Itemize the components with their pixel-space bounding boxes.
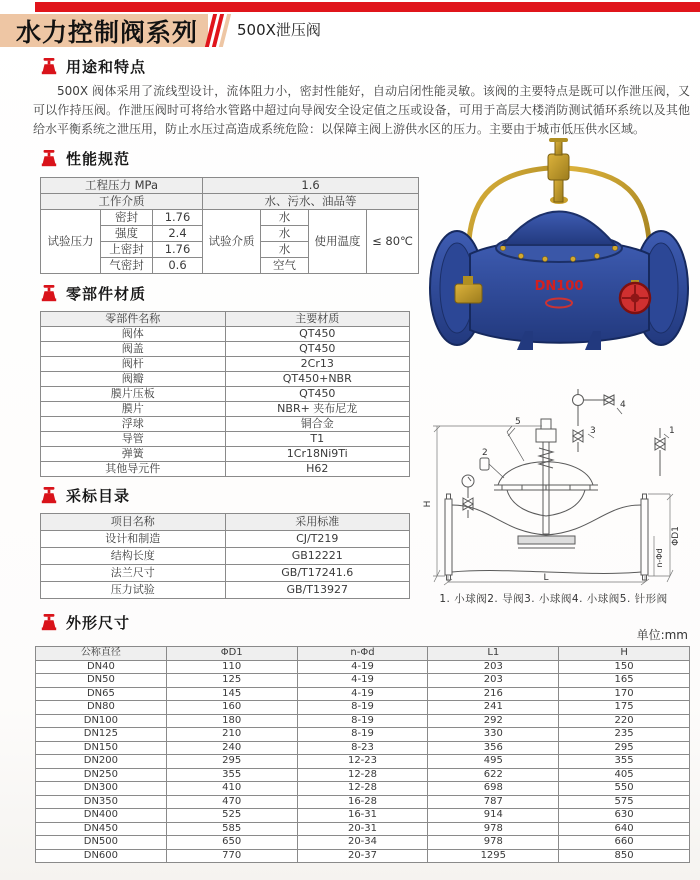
cell: 235: [559, 728, 690, 742]
cell: 1295: [428, 849, 559, 863]
cell: 216: [428, 687, 559, 701]
cell: 膜片: [41, 402, 226, 417]
gauge-symbol: [462, 475, 474, 487]
table-row: [41, 417, 410, 432]
cell: 试验压力: [41, 210, 101, 274]
valve-symbol-4: [604, 395, 614, 405]
cell: 导管: [41, 432, 226, 447]
table-row: [36, 809, 690, 823]
cell: 其他导元件: [41, 462, 226, 477]
header-row: [41, 514, 410, 531]
unit-label: 单位:mm: [636, 628, 688, 642]
valve-drawing: [412, 386, 695, 588]
cell: 水: [261, 242, 309, 258]
table-row: [41, 372, 410, 387]
cell: 2.4: [153, 226, 203, 242]
valve-bullet-icon: [40, 150, 58, 168]
cell: QT450: [225, 342, 410, 357]
callout-1: 1: [669, 426, 675, 436]
dim-H: H: [423, 500, 433, 508]
table-row: [36, 755, 690, 769]
cell: GB/T13927: [225, 582, 410, 599]
column-header: n-Φd: [297, 647, 428, 661]
dim-nd: n-Φd: [655, 548, 664, 568]
drawing-seat: [518, 536, 575, 544]
table-row: [41, 387, 410, 402]
cell: 4-19: [297, 687, 428, 701]
table-row: [36, 782, 690, 796]
cell: 浮球: [41, 417, 226, 432]
column-header: L1: [428, 647, 559, 661]
table-row: [41, 432, 410, 447]
table-row: [41, 178, 419, 194]
cell: 弹簧: [41, 447, 226, 462]
callout-4: 4: [620, 400, 626, 410]
cell: 470: [166, 795, 297, 809]
valve-symbol-1: [655, 438, 665, 450]
cell: 上密封: [101, 242, 153, 258]
diagonal-stripes: [207, 14, 237, 47]
drawing-dome: [498, 462, 593, 485]
valve-bullet-icon: [40, 614, 58, 632]
cell: 220: [559, 714, 690, 728]
cell: 12-28: [297, 782, 428, 796]
diaphragm-dome: [503, 212, 615, 246]
cell: 8-23: [297, 741, 428, 755]
cell: 550: [559, 782, 690, 796]
valve-drawing-illustration: [412, 386, 695, 588]
cell: 铜合金: [225, 417, 410, 432]
cell: 575: [559, 795, 690, 809]
cell: 110: [166, 660, 297, 674]
dim-D1: ΦD1: [671, 526, 681, 546]
table-row: [36, 822, 690, 836]
cell: 145: [166, 687, 297, 701]
materials-table: [40, 311, 410, 477]
drawing-inlet-flange: [445, 499, 452, 575]
cell: QT450: [225, 327, 410, 342]
cell: 水、污水、油品等: [203, 194, 419, 210]
cell: 241: [428, 701, 559, 715]
cell: 设计和制造: [41, 531, 226, 548]
cell: 330: [428, 728, 559, 742]
cell: DN65: [36, 687, 167, 701]
drawing-caption: 1. 小球阀2. 导阀3. 小球阀4. 小球阀5. 针形阀: [439, 593, 668, 605]
header-red-bar: [35, 2, 700, 12]
cell: NBR+ 夹布尼龙: [225, 402, 410, 417]
title-band: [0, 14, 208, 47]
cell: 水: [261, 210, 309, 226]
cell: QT450: [225, 387, 410, 402]
cell: 8-19: [297, 728, 428, 742]
section-heading-materials: [40, 283, 146, 304]
cell: 630: [559, 809, 690, 823]
cell: T1: [225, 432, 410, 447]
cell: DN40: [36, 660, 167, 674]
cell: 203: [428, 660, 559, 674]
cell: DN50: [36, 674, 167, 688]
cell: 膜片压板: [41, 387, 226, 402]
valve-bullet-icon: [40, 285, 58, 303]
cell: 585: [166, 822, 297, 836]
cell: 1Cr18Ni9Ti: [225, 447, 410, 462]
cell: 180: [166, 714, 297, 728]
cell: 914: [428, 809, 559, 823]
cell: 试验介质: [203, 210, 261, 274]
cell: 355: [559, 755, 690, 769]
column-header: H: [559, 647, 690, 661]
cell: 210: [166, 728, 297, 742]
cell: 410: [166, 782, 297, 796]
section-heading-standards: [40, 485, 130, 506]
cell: 125: [166, 674, 297, 688]
cell: 4-19: [297, 674, 428, 688]
cell: 工程压力 MPa: [41, 178, 203, 194]
cell: GB/T17241.6: [225, 565, 410, 582]
cell: QT450+NBR: [225, 372, 410, 387]
table-row: [36, 728, 690, 742]
cell: DN250: [36, 768, 167, 782]
cell: 气密封: [101, 258, 153, 274]
page-title: 水力控制阀系列: [16, 17, 199, 47]
dimensions-table: [35, 646, 690, 863]
cell: 165: [559, 674, 690, 688]
table-row: [36, 836, 690, 850]
cell: 16-31: [297, 809, 428, 823]
table-row: [41, 402, 410, 417]
page-subtitle: 500X泄压阀: [237, 21, 321, 39]
table-row: [36, 768, 690, 782]
cell: 16-28: [297, 795, 428, 809]
cell: 640: [559, 822, 690, 836]
valve-photo-illustration: [425, 133, 695, 363]
cell: 水: [261, 226, 309, 242]
callout-3: 3: [590, 426, 596, 436]
table-row: [41, 327, 410, 342]
cell: DN80: [36, 701, 167, 715]
cell: 阀盖: [41, 342, 226, 357]
cell: 2Cr13: [225, 357, 410, 372]
ball-valve-symbol: [573, 395, 584, 406]
valve-photo: [425, 133, 695, 363]
cell: 阀瓣: [41, 372, 226, 387]
cell: DN350: [36, 795, 167, 809]
cell: 20-31: [297, 822, 428, 836]
section-heading-performance: [40, 148, 130, 169]
column-header: 公称直径: [36, 647, 167, 661]
features-paragraph: 500X 阀体采用了流线型设计，流体阻力小，密封性能好，自动启闭性能灵敏。该阀的主要特点是既可以作泄压阀，又可以作持压阀。作泄压阀时可将给水管路中超过向导阀安全设定值之压或设备，可用于高层大楼消防测试循环系统以及其他给水平衡系统之泄压用，防止水压过高造成系统危险：以保障主阀上游供水区的压力。主要由于城市低压供水区域。: [33, 84, 690, 136]
cell: 770: [166, 849, 297, 863]
column-header: 项目名称: [41, 514, 226, 531]
cell: ≤ 80℃: [367, 210, 419, 274]
valve-bullet-icon: [40, 487, 58, 505]
table-row: [41, 531, 410, 548]
cell: 4-19: [297, 660, 428, 674]
table-row: [41, 462, 410, 477]
cell: CJ/T219: [225, 531, 410, 548]
cell: 622: [428, 768, 559, 782]
cell: DN200: [36, 755, 167, 769]
cell: 使用温度: [309, 210, 367, 274]
cell: 356: [428, 741, 559, 755]
cell: 工作介质: [41, 194, 203, 210]
cell: 203: [428, 674, 559, 688]
cell: 8-19: [297, 714, 428, 728]
table-row: [41, 447, 410, 462]
cell: 787: [428, 795, 559, 809]
dim-L: L: [543, 573, 549, 583]
cell: GB12221: [225, 548, 410, 565]
section-title: 外形尺寸: [66, 614, 131, 632]
cell: 355: [166, 768, 297, 782]
cell: 240: [166, 741, 297, 755]
cell: 525: [166, 809, 297, 823]
cell: 160: [166, 701, 297, 715]
cell: 空气: [261, 258, 309, 274]
table-row: [41, 548, 410, 565]
cell: 978: [428, 822, 559, 836]
cell: 978: [428, 836, 559, 850]
table-row: [36, 701, 690, 715]
table-row: [36, 795, 690, 809]
cell: 0.6: [153, 258, 203, 274]
callout-5: 5: [515, 417, 521, 427]
cell: 压力试验: [41, 582, 226, 599]
column-header: 采用标准: [225, 514, 410, 531]
table-row: [36, 674, 690, 688]
cell: DN600: [36, 849, 167, 863]
section-title: 用途和特点: [66, 58, 147, 76]
table-row: [41, 357, 410, 372]
header-row: [41, 312, 410, 327]
cell: DN400: [36, 809, 167, 823]
section-heading-features: [40, 56, 146, 77]
section-heading-dimensions: [40, 612, 130, 633]
column-header: ΦD1: [166, 647, 297, 661]
cell: DN300: [36, 782, 167, 796]
cell: 295: [166, 755, 297, 769]
drawing-outlet-flange: [641, 499, 648, 575]
table-row: [36, 660, 690, 674]
cell: 850: [559, 849, 690, 863]
cell: 405: [559, 768, 690, 782]
table-row: [36, 741, 690, 755]
callout-2: 2: [482, 448, 488, 458]
pilot-valve: [548, 138, 569, 202]
cell: 阀杆: [41, 357, 226, 372]
performance-table: [40, 177, 419, 274]
section-title: 零部件材质: [66, 285, 147, 303]
cell: 强度: [101, 226, 153, 242]
table-row: [41, 210, 419, 226]
table-row: [36, 849, 690, 863]
table-row: [41, 565, 410, 582]
cell: DN450: [36, 822, 167, 836]
cell: 结构长度: [41, 548, 226, 565]
cell: 法兰尺寸: [41, 565, 226, 582]
pilot-symbol: [480, 458, 489, 470]
section-title: 性能规范: [66, 150, 131, 168]
cell: DN150: [36, 741, 167, 755]
cell: 292: [428, 714, 559, 728]
cell: H62: [225, 462, 410, 477]
cell: 8-19: [297, 701, 428, 715]
column-header: 零部件名称: [41, 312, 226, 327]
cell: 170: [559, 687, 690, 701]
cell: 20-34: [297, 836, 428, 850]
cell: 密封: [101, 210, 153, 226]
cell: 1.76: [153, 242, 203, 258]
cell: 阀体: [41, 327, 226, 342]
table-row: [41, 342, 410, 357]
standards-table: [40, 513, 410, 599]
table-row: [36, 714, 690, 728]
cell: 20-37: [297, 849, 428, 863]
cell: 1.76: [153, 210, 203, 226]
cell: 650: [166, 836, 297, 850]
drawing-spring: [539, 448, 553, 468]
cell: 12-28: [297, 768, 428, 782]
cell: 175: [559, 701, 690, 715]
table-row: [41, 582, 410, 599]
column-header: 主要材质: [225, 312, 410, 327]
valve-bullet-icon: [40, 58, 58, 76]
table-row: [41, 194, 419, 210]
cell: 150: [559, 660, 690, 674]
valve-symbol-3: [573, 430, 583, 442]
drawing-body-top: [452, 505, 641, 535]
header-row: [36, 647, 690, 661]
table-row: [36, 687, 690, 701]
valve-symbol: [463, 498, 473, 510]
cell: DN500: [36, 836, 167, 850]
cell: 660: [559, 836, 690, 850]
cell: 12-23: [297, 755, 428, 769]
cell: DN100: [36, 714, 167, 728]
cell: DN125: [36, 728, 167, 742]
cell: 1.6: [203, 178, 419, 194]
valve-size-marking: DN100: [534, 279, 584, 294]
cell: 295: [559, 741, 690, 755]
section-title: 采标目录: [66, 487, 131, 505]
cell: 698: [428, 782, 559, 796]
cell: 495: [428, 755, 559, 769]
